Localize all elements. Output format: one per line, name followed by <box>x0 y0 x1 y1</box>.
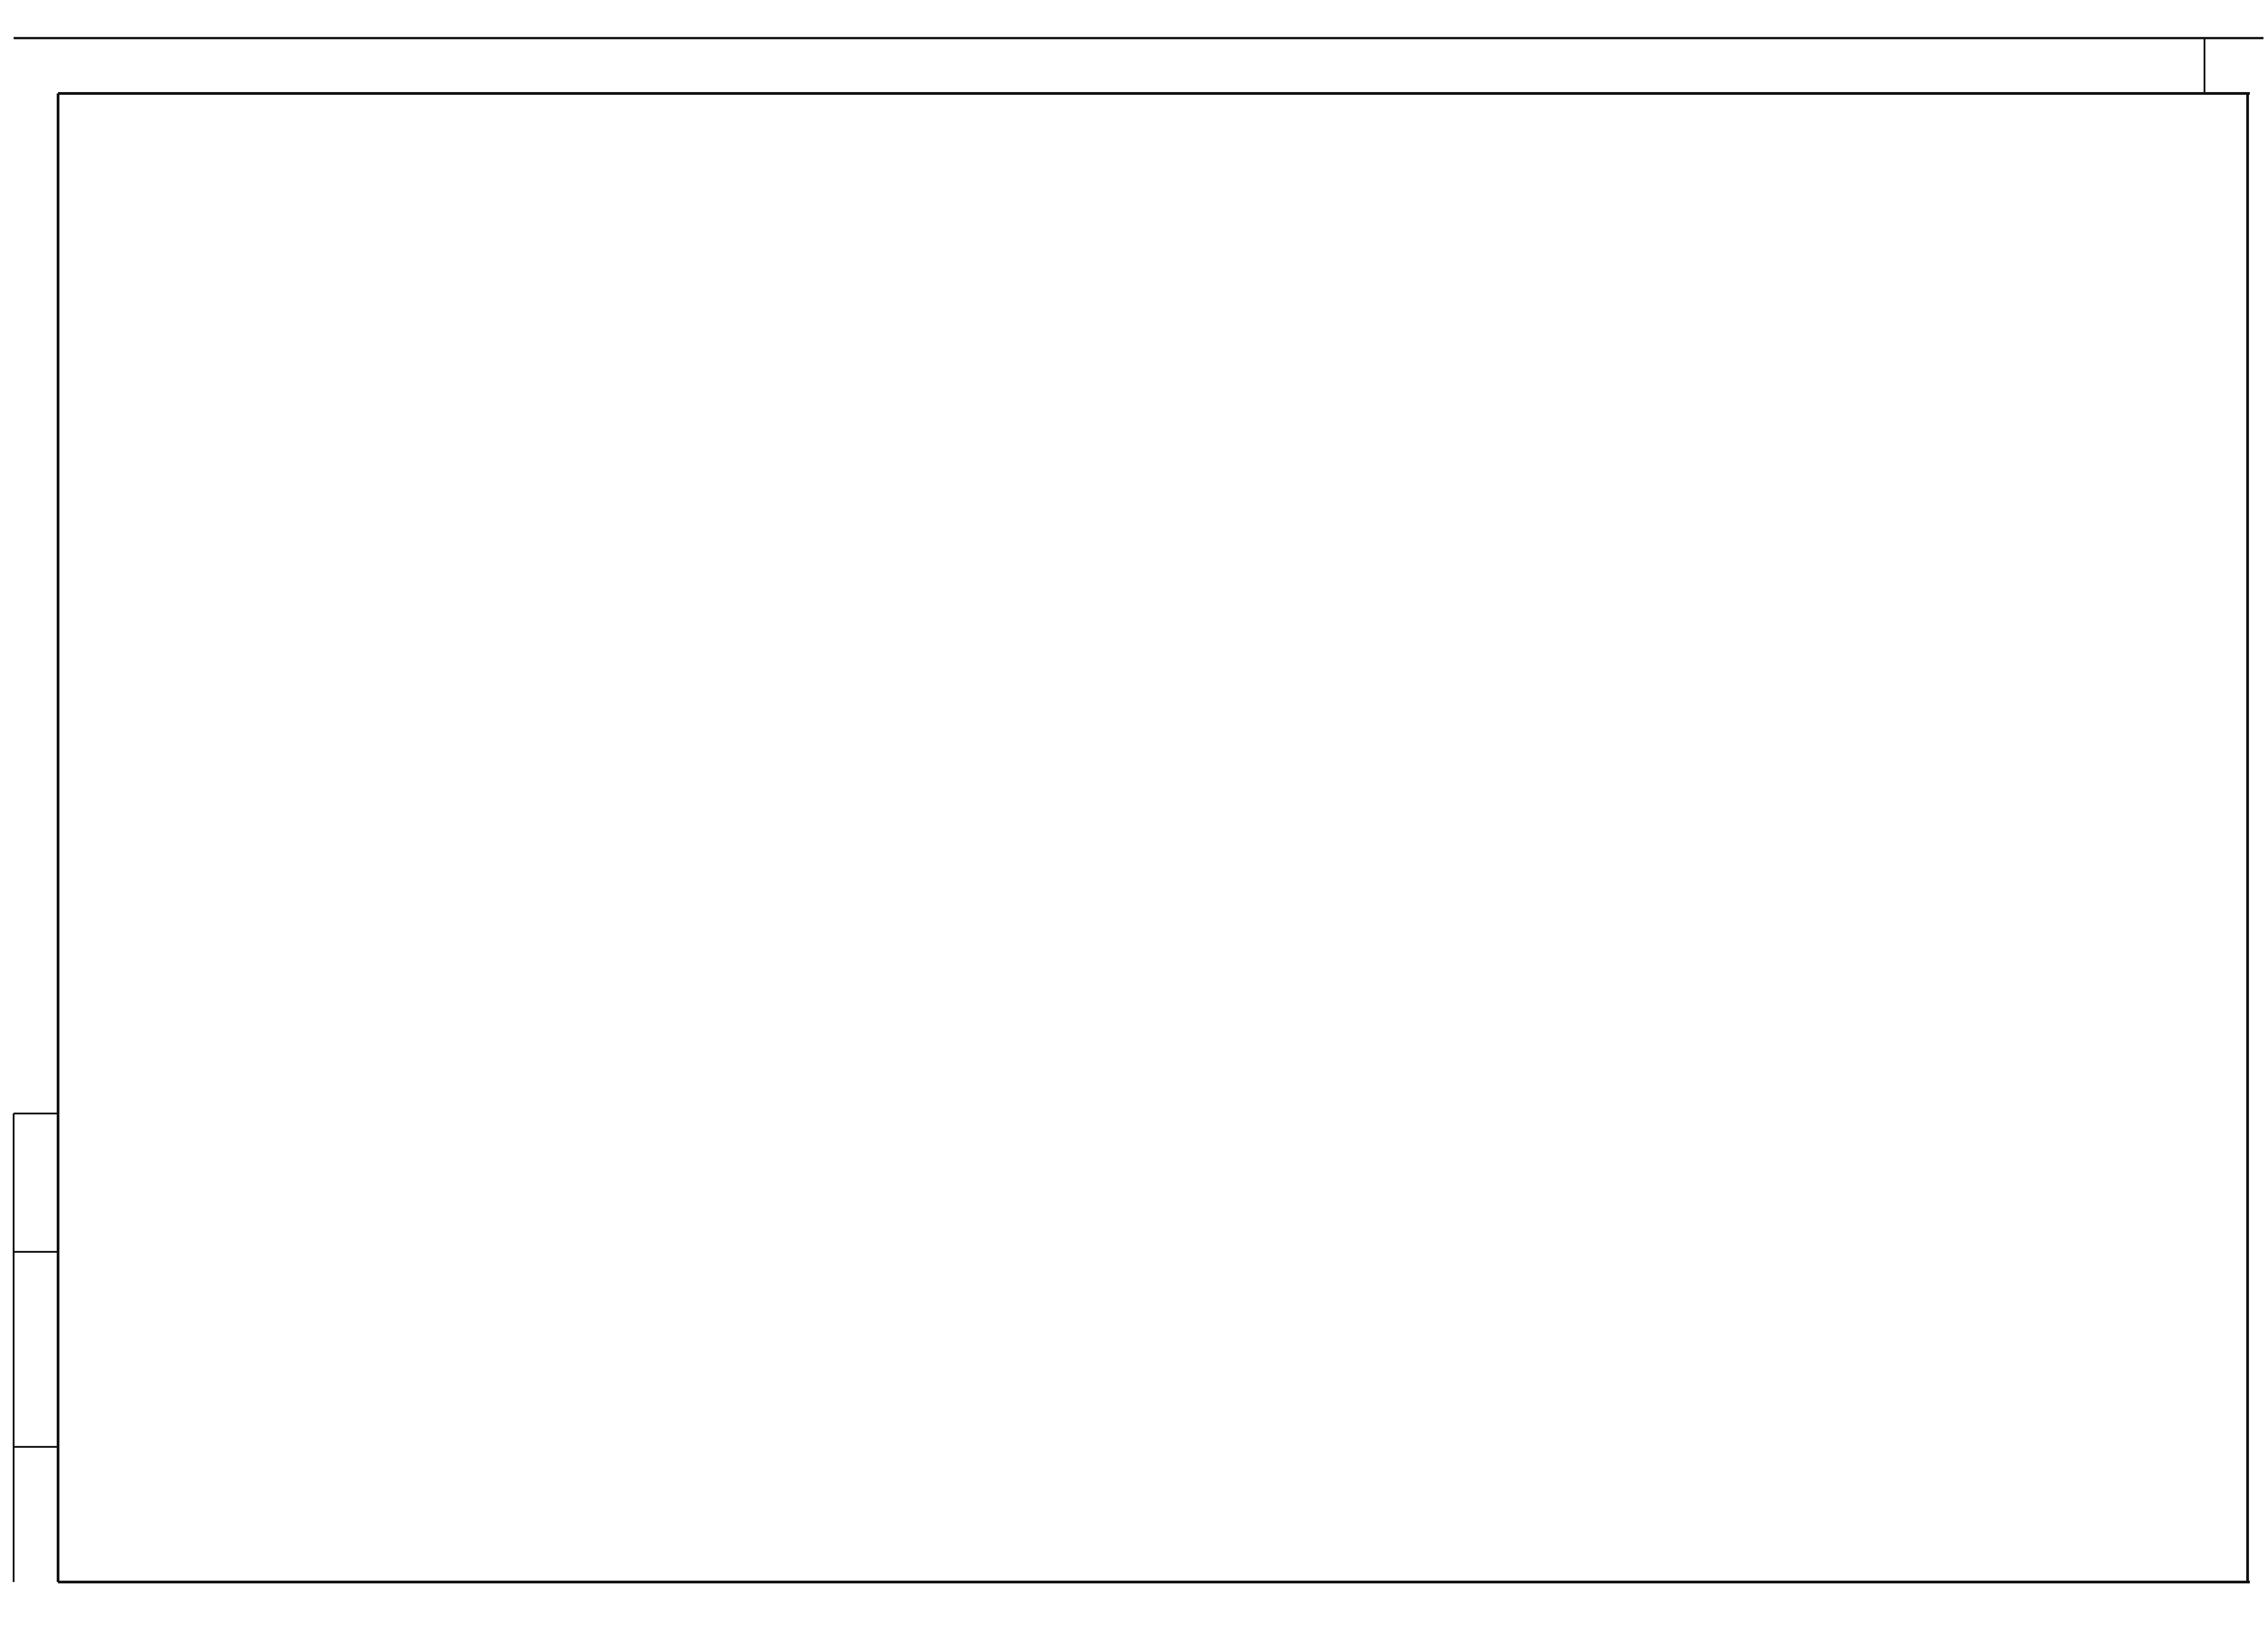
sheet-frame <box>14 38 2263 1582</box>
